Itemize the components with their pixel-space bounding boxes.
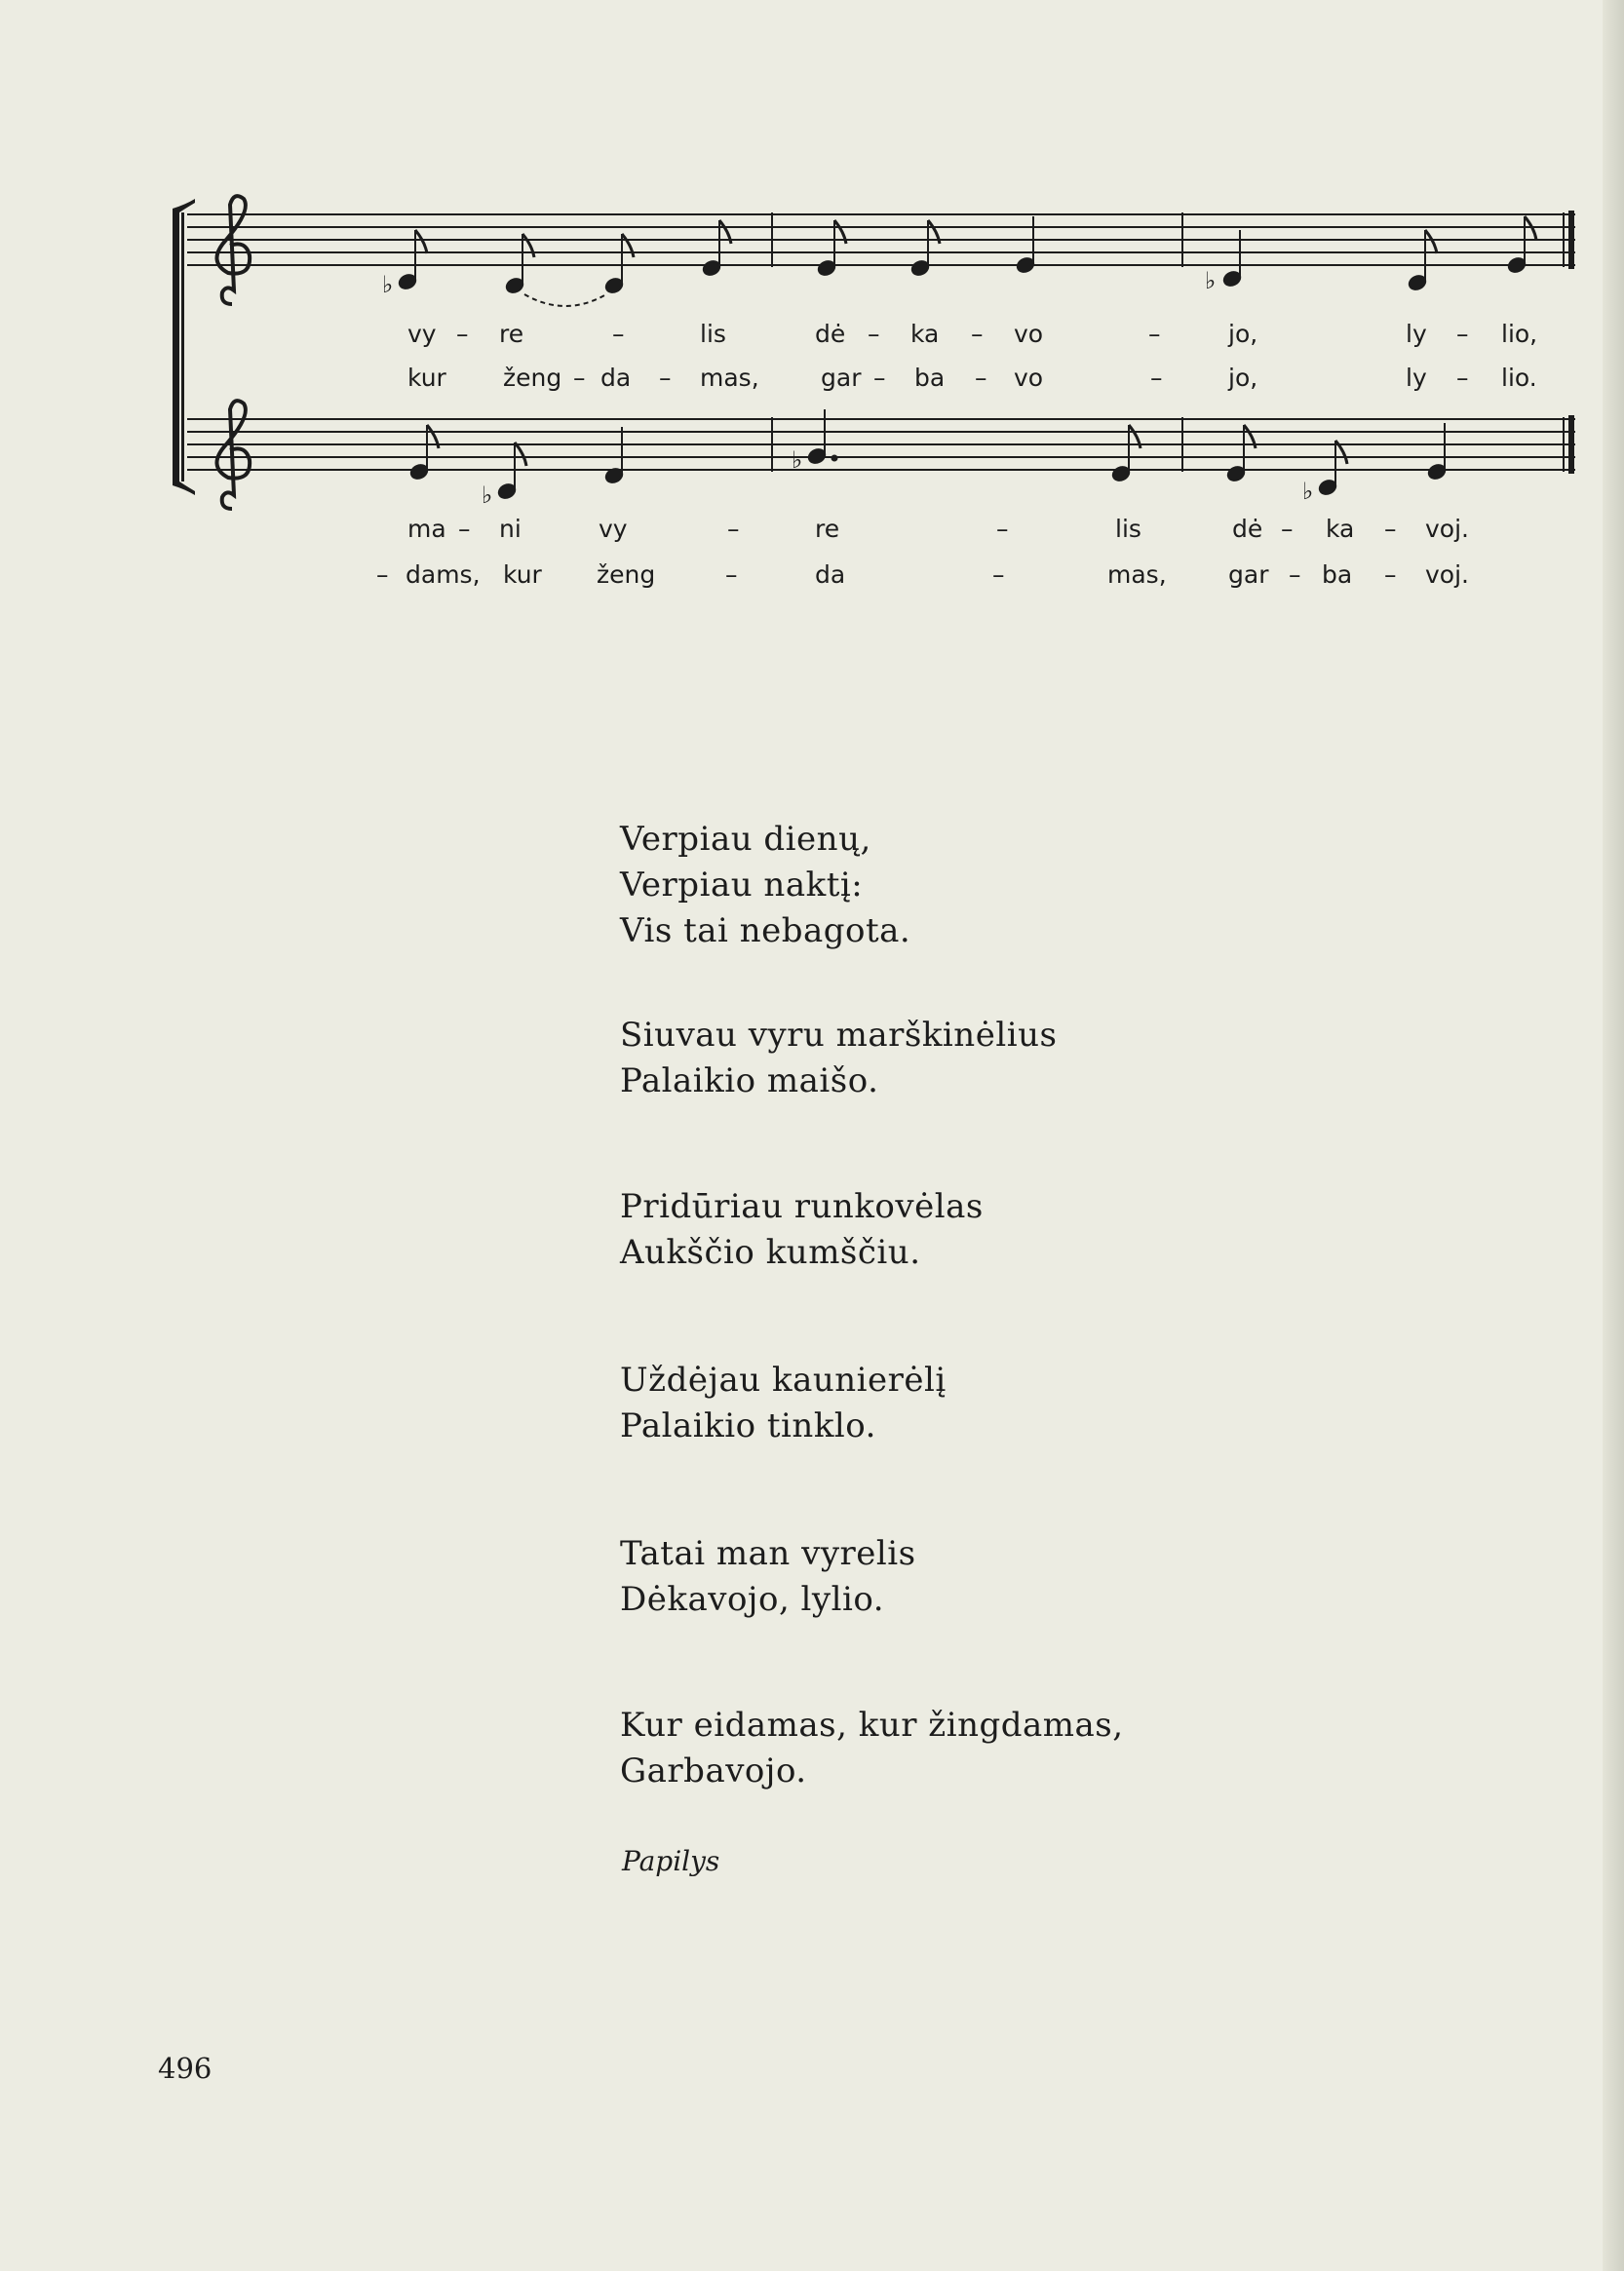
svg-text:ženg: ženg [597, 560, 656, 589]
notes-top [382, 216, 1536, 306]
svg-text:–: – [612, 320, 625, 348]
staff-top [187, 214, 1575, 265]
svg-text:re: re [499, 320, 524, 348]
svg-text:da: da [815, 560, 846, 589]
svg-text:♭: ♭ [482, 481, 493, 509]
stanza [620, 1184, 1302, 1276]
svg-text:–: – [458, 515, 471, 543]
svg-text:dams,: dams, [406, 560, 481, 589]
svg-text:vo: vo [1014, 364, 1044, 392]
svg-text:♭: ♭ [1205, 267, 1217, 294]
svg-text:–: – [659, 364, 672, 392]
svg-text:lis: lis [700, 320, 726, 348]
verse-line: Vis tai nebagota. [620, 911, 911, 950]
svg-text:–: – [1289, 560, 1301, 589]
stanza [620, 1358, 1302, 1449]
svg-text:ly: ly [1406, 364, 1427, 392]
lyrics-top [407, 320, 1537, 392]
svg-text:re: re [815, 515, 840, 543]
svg-text:–: – [376, 560, 389, 589]
svg-text:dė: dė [815, 320, 846, 348]
svg-text:kur: kur [503, 560, 542, 589]
system-bracket [173, 199, 195, 495]
svg-text:mas,: mas, [700, 364, 759, 392]
svg-text:dė: dė [1232, 515, 1263, 543]
svg-text:lio,: lio, [1501, 320, 1538, 348]
svg-text:vy: vy [599, 515, 628, 543]
verse-line: Palaikio tinklo. [620, 1406, 876, 1445]
verse-line: Dėkavojo, lylio. [620, 1580, 885, 1619]
svg-text:–: – [996, 515, 1009, 543]
svg-text:–: – [975, 364, 987, 392]
svg-text:–: – [1456, 320, 1469, 348]
svg-text:ka: ka [910, 320, 940, 348]
svg-text:ženg: ženg [503, 364, 562, 392]
svg-text:ka: ka [1326, 515, 1355, 543]
svg-text:voj.: voj. [1425, 560, 1469, 589]
treble-clef-icon [216, 196, 250, 304]
verse-line: Palaikio maišo. [620, 1061, 879, 1100]
svg-text:–: – [868, 320, 880, 348]
verse-line: Tatai man vyrelis [620, 1534, 916, 1573]
svg-text:–: – [1148, 320, 1161, 348]
svg-text:–: – [1281, 515, 1294, 543]
verse-line: Verpiau naktį: [620, 866, 864, 905]
svg-text:–: – [1150, 364, 1163, 392]
verse-line: Siuvau vyru marškinėlius [620, 1016, 1058, 1055]
svg-text:–: – [456, 320, 469, 348]
svg-text:–: – [573, 364, 586, 392]
svg-text:vo: vo [1014, 320, 1044, 348]
barlines [772, 211, 1571, 474]
svg-text:–: – [971, 320, 984, 348]
stanza [620, 1703, 1302, 1794]
page-number: 496 [158, 2052, 213, 2085]
verse-line: Verpiau dienų, [620, 820, 871, 859]
svg-text:jo,: jo, [1228, 320, 1258, 348]
stanza [620, 1531, 1302, 1623]
svg-text:ba: ba [1322, 560, 1353, 589]
svg-text:ba: ba [914, 364, 946, 392]
svg-text:–: – [992, 560, 1005, 589]
notes-bottom [408, 409, 1448, 509]
svg-text:–: – [1456, 364, 1469, 392]
svg-text:ni: ni [499, 515, 522, 543]
svg-text:♭: ♭ [792, 446, 803, 474]
svg-text:ly: ly [1406, 320, 1427, 348]
verse-line: Pridūriau runkovėlas [620, 1187, 984, 1226]
svg-text:gar: gar [821, 364, 862, 392]
svg-text:mas,: mas, [1107, 560, 1167, 589]
svg-text:♭: ♭ [382, 271, 394, 298]
treble-clef-icon [216, 401, 250, 509]
svg-text:–: – [1384, 515, 1397, 543]
poem-stanzas [620, 817, 1302, 1794]
verse-line: Aukščio kumščiu. [620, 1233, 921, 1272]
svg-text:–: – [1384, 560, 1397, 589]
source-location: Papilys [622, 1845, 720, 1877]
lyrics-bottom [376, 515, 1469, 589]
verse-line: Kur eidamas, kur žingdamas, [620, 1706, 1124, 1745]
svg-text:–: – [727, 515, 740, 543]
verse-line: Garbavojo. [620, 1751, 807, 1790]
svg-text:♭: ♭ [1302, 478, 1314, 505]
stanza [620, 817, 1302, 954]
svg-text:gar: gar [1228, 560, 1269, 589]
svg-text:voj.: voj. [1425, 515, 1469, 543]
verse-line: Uždėjau kaunierėlį [620, 1361, 947, 1400]
svg-text:–: – [725, 560, 738, 589]
svg-text:–: – [873, 364, 886, 392]
svg-text:da: da [600, 364, 632, 392]
svg-text:lio.: lio. [1501, 364, 1537, 392]
svg-text:lis: lis [1115, 515, 1141, 543]
svg-text:jo,: jo, [1228, 364, 1258, 392]
staff-bottom [187, 419, 1575, 470]
stanza [620, 1013, 1302, 1104]
svg-text:vy: vy [407, 320, 437, 348]
svg-text:ma: ma [407, 515, 446, 543]
svg-text:kur: kur [407, 364, 446, 392]
